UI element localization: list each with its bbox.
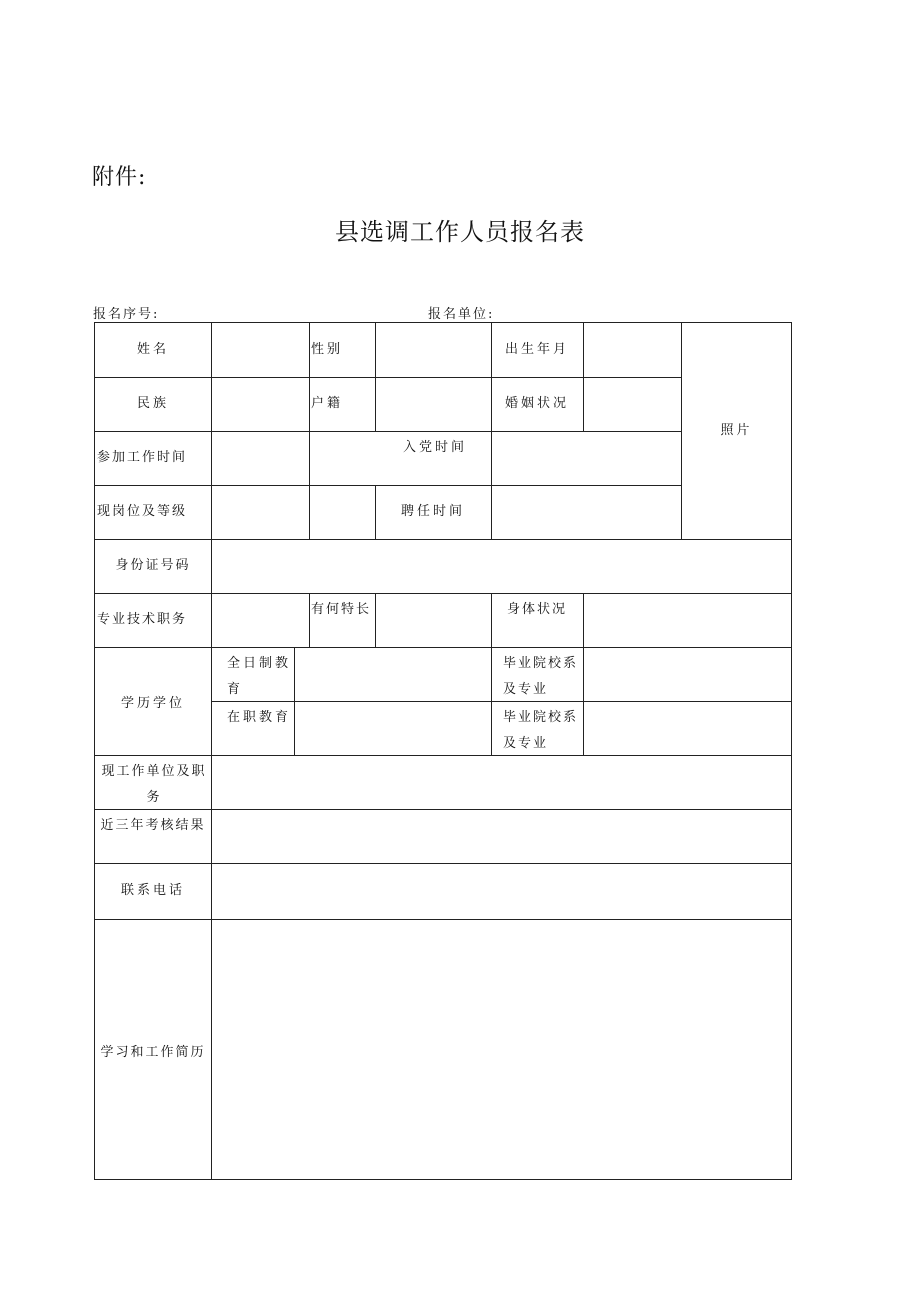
fulltime-school-major-label: 毕业院校系及专业	[503, 656, 579, 697]
photo-label: 照片	[720, 423, 753, 438]
education-degree-label: 学历学位	[120, 696, 185, 711]
professional-title-field[interactable]	[212, 594, 308, 646]
health-status-label: 身体状况	[506, 602, 567, 617]
hukou-label: 户籍	[311, 396, 344, 411]
resume-field[interactable]	[212, 920, 792, 1179]
phone-label: 联系电话	[120, 883, 185, 898]
current-unit-position-field[interactable]	[212, 756, 792, 808]
work-start-field[interactable]	[212, 432, 374, 484]
registration-number-label: 报名序号:	[93, 307, 160, 322]
birth-date-label: 出生年月	[504, 342, 569, 357]
gender-field[interactable]	[376, 324, 490, 376]
specialty-label: 有何特长	[311, 602, 372, 617]
resume-label: 学习和工作简历	[100, 1045, 206, 1060]
ethnicity-field[interactable]	[212, 378, 308, 430]
registration-form-table	[94, 322, 792, 1180]
party-join-field[interactable]	[492, 432, 680, 484]
id-number-field[interactable]	[212, 540, 792, 592]
photo-area[interactable]	[682, 324, 791, 538]
fulltime-school-major-field[interactable]	[584, 648, 792, 700]
work-start-label: 参加工作时间	[97, 450, 188, 465]
name-field[interactable]	[212, 324, 308, 376]
fulltime-education-field[interactable]	[295, 648, 490, 700]
position-level-label: 现岗位及等级	[97, 504, 188, 519]
marital-status-label: 婚姻状况	[504, 396, 569, 411]
review-results-field[interactable]	[212, 810, 792, 862]
name-label: 姓名	[136, 342, 169, 357]
fulltime-education-label: 全日制教育	[227, 656, 292, 697]
appointment-date-field[interactable]	[492, 486, 680, 538]
birth-date-field[interactable]	[584, 324, 680, 376]
inservice-education-label: 在职教育	[227, 710, 292, 725]
ethnicity-label: 民族	[136, 396, 169, 411]
phone-field[interactable]	[212, 864, 792, 918]
inservice-school-major-field[interactable]	[584, 702, 792, 754]
inservice-school-major-label: 毕业院校系及专业	[503, 710, 579, 751]
id-number-label: 身份证号码	[115, 558, 191, 573]
gender-label: 性别	[311, 342, 344, 357]
hukou-field[interactable]	[376, 378, 490, 430]
marital-status-field[interactable]	[584, 378, 680, 430]
professional-title-label: 专业技术职务	[97, 612, 188, 627]
appointment-date-label: 聘任时间	[400, 504, 465, 519]
health-status-field[interactable]	[584, 594, 792, 646]
review-results-label: 近三年考核结果	[100, 818, 206, 833]
attachment-label: 附件:	[92, 165, 147, 190]
registration-unit-label: 报名单位:	[428, 307, 495, 322]
specialty-field[interactable]	[376, 594, 490, 646]
position-level-field[interactable]	[212, 486, 374, 538]
inservice-education-field[interactable]	[295, 702, 490, 754]
page-title: 县选调工作人员报名表	[335, 218, 585, 246]
current-unit-position-label: 现工作单位及职务	[101, 764, 207, 805]
party-join-label: 入党时间	[403, 440, 468, 455]
